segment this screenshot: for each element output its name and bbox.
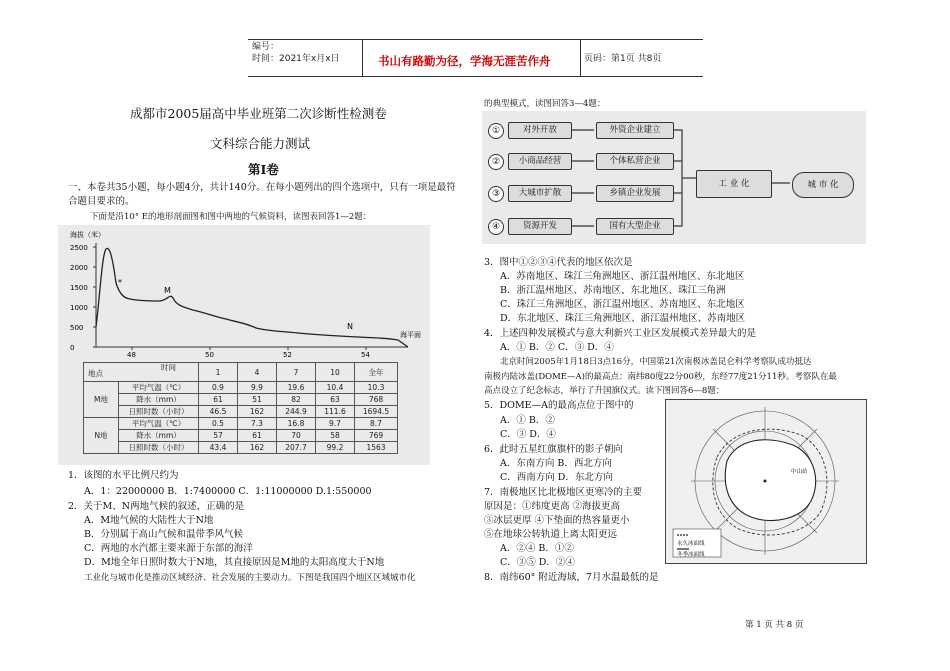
- legend-permanent-ice: 永久冰面线: [677, 541, 705, 547]
- flow-lead: 的典型模式，读图回答3—4题：: [484, 99, 606, 109]
- flow-enterprise-box: 国有大型企业: [596, 218, 674, 235]
- flow-source-box: 小商品经营: [508, 153, 572, 170]
- point-n-label: N: [347, 322, 353, 331]
- station-label: 中山站: [791, 469, 808, 475]
- x-tick-label: 48: [127, 351, 136, 359]
- table-corner: [84, 363, 199, 382]
- question-line: ③冰层更厚 ④下垫面的热容量更小: [484, 515, 630, 526]
- question-line: 高点设立了纪念标志，举行了升国旗仪式。读下图回答6—8题：: [484, 386, 725, 396]
- question-line: 3．图中①②③④代表的地区依次是: [484, 257, 633, 268]
- table-row: 降水（mm） 61 51 82 63 768: [84, 394, 398, 406]
- question-line: 4．上述四种发展模式与意大利新兴工业区发展模式差异最大的是: [484, 328, 757, 339]
- point-m-label: M: [164, 286, 171, 295]
- antarctic-map-drawing: [665, 399, 865, 562]
- question-line: A．① B．② C．③ D．④: [500, 342, 614, 353]
- table-row: 日照时数（小时） 46.5 162 244.9 111.6 1694.5: [84, 406, 398, 418]
- flow-source-box: 对外开放: [508, 122, 572, 139]
- x-tick-label: 52: [283, 351, 292, 359]
- part-title: 第Ⅰ卷: [248, 162, 279, 177]
- table-row: N地 平均气温（℃） 0.5 7.3 16.8 9.7 8.7: [84, 418, 398, 430]
- exam-title: 成都市2005届高中毕业班第二次诊断性检测卷: [130, 106, 387, 121]
- month-header: 10: [316, 363, 355, 382]
- table-row: 降水（mm） 57 61 70 58 769: [84, 430, 398, 442]
- y-tick-label: 500: [70, 324, 84, 332]
- question-line: ⑤在地球公转轨道上离太阳更远: [484, 529, 618, 540]
- header-divider-1: [362, 39, 363, 77]
- month-header: 7: [277, 363, 316, 382]
- header-top-rule: [248, 39, 703, 40]
- motto: 书山有路勤为径，学海无涯苦作舟: [378, 54, 551, 68]
- x-tick-label: 50: [205, 351, 214, 359]
- question-line: 1．该图的水平比例尺约为: [68, 470, 179, 481]
- y-tick-label: 1000: [70, 304, 88, 312]
- question-line: 原因是：①纬度更高 ②海拔更高: [484, 501, 621, 512]
- flow-number: ③: [488, 186, 504, 202]
- y-tick-label: 2500: [70, 244, 88, 252]
- place-m: M地: [84, 382, 119, 418]
- question-line: D．M地全年日照时数大于N地，其直接原因是M地的太阳高度大于N地: [84, 557, 385, 568]
- question-line: C．珠江三角洲地区、浙江温州地区、苏南地区、东北地区: [500, 299, 745, 310]
- question-line: A．东南方向 B．西北方向: [500, 458, 612, 469]
- sea-level-label: 海平面: [400, 331, 421, 339]
- page-footer: 第 1 页 共 8 页: [745, 620, 804, 630]
- flow-enterprise-box: 个体私营企业: [596, 153, 674, 170]
- exam-subtitle: 文科综合能力测试: [210, 136, 311, 151]
- question-line: C．西南方向 D．东北方向: [500, 472, 613, 483]
- y-axis-title: 海拔（米）: [70, 231, 105, 239]
- question-line: 南极内陆冰盖(DOME—A)的最高点：南纬80度22分00秒，东经77度21分11秒。考察队在最: [484, 372, 837, 382]
- month-header: 1: [199, 363, 238, 382]
- flow-enterprise-box: 乡镇企业发展: [596, 185, 674, 202]
- fig1-caption: 下面是沿10° E的地形剖面图和图中两地的气候资料，读图表回答1—2题：: [90, 212, 372, 222]
- question-line: 8．南纬60° 附近海域，7月水温最低的是: [484, 572, 659, 583]
- flow-number: ④: [488, 219, 504, 235]
- question-line: A．②④ B．①②: [500, 543, 574, 554]
- flow-number: ②: [488, 154, 504, 170]
- y-tick-label: 2000: [70, 264, 88, 272]
- urbanization-box: 城 市 化: [792, 172, 854, 198]
- question-line: 5．DOME—A的最高点位于图中的: [484, 400, 634, 411]
- question-line: A．苏南地区、珠江三角洲地区、浙江温州地区、东北地区: [500, 271, 745, 282]
- place-n: N地: [84, 418, 119, 454]
- question-line: 北京时间2005年1月18日3点16分，中国第21次南极冰盖昆仑科学考察队成功抵达: [500, 357, 812, 367]
- question-line: A．① B．②: [500, 415, 555, 426]
- question-line: C．③ D．④: [500, 429, 556, 440]
- table-row: 日照时数（小时） 43.4 162 207.7 99.2 1563: [84, 442, 398, 454]
- y-tick-label: 0: [70, 344, 75, 352]
- flow-source-box: 大城市扩散: [508, 185, 572, 202]
- question-line: 7．南极地区比北极地区更寒冷的主要: [484, 487, 643, 498]
- question-line: B．浙江温州地区、苏南地区、东北地区、珠江三角洲: [500, 285, 726, 296]
- climate-table: [83, 362, 398, 454]
- legend-winter-ice: 冬季冰面线: [677, 552, 705, 558]
- month-header: 全年: [355, 363, 398, 382]
- marker-star: *: [118, 278, 122, 287]
- flow-number: ①: [488, 123, 504, 139]
- time-label: 时间：2021年x月x日: [252, 54, 340, 64]
- intro-line-1: 一、本卷共35小题，每小题4分，共计140分。在每小题列出的四个选项中，只有一项是最符: [68, 182, 456, 193]
- question-line: C．③⑤ D．②④: [500, 557, 575, 568]
- flow-enterprise-box: 外资企业建立: [596, 122, 674, 139]
- intro-line-2: 合题目要求的。: [68, 196, 135, 207]
- question-line: D．东北地区、珠江三角洲地区、浙江温州地区、苏南地区: [500, 313, 746, 324]
- table-row: M地 平均气温（℃） 0.9 9.9 19.6 10.4 10.3: [84, 382, 398, 394]
- question-line: C．两地的水汽都主要来源于东部的海洋: [84, 543, 253, 554]
- question-line: A．M地气候的大陆性大于N地: [84, 515, 214, 526]
- terrain-profile-chart: [58, 225, 430, 365]
- header-divider-2: [580, 39, 581, 77]
- y-tick-label: 1500: [70, 284, 88, 292]
- page-label: 页码：第1页 共8页: [584, 54, 662, 64]
- month-header: 4: [238, 363, 277, 382]
- corner-place-label: 地点: [88, 369, 103, 378]
- number-label: 编号：: [252, 42, 280, 52]
- header-bottom-rule: [248, 76, 703, 77]
- question-line: B．分别属于高山气候和温带季风气候: [84, 529, 243, 540]
- question-line: 工业化与城市化是推动区域经济、社会发展的主要动力。下图是我国四个地区区域城市化: [84, 573, 416, 583]
- x-tick-label: 54: [361, 351, 370, 359]
- question-line: 2．关于M、N两地气候的叙述，正确的是: [68, 501, 245, 512]
- corner-time-label: 时间: [161, 363, 176, 372]
- industrialization-box: 工 业 化: [696, 170, 772, 198]
- question-line: 6．此时五星红旗旗杆的影子朝向: [484, 444, 624, 455]
- question-line: A．1：22000000 B．1:7400000 C．1:11000000 D.1:550000: [84, 486, 372, 497]
- flow-source-box: 资源开发: [508, 218, 572, 235]
